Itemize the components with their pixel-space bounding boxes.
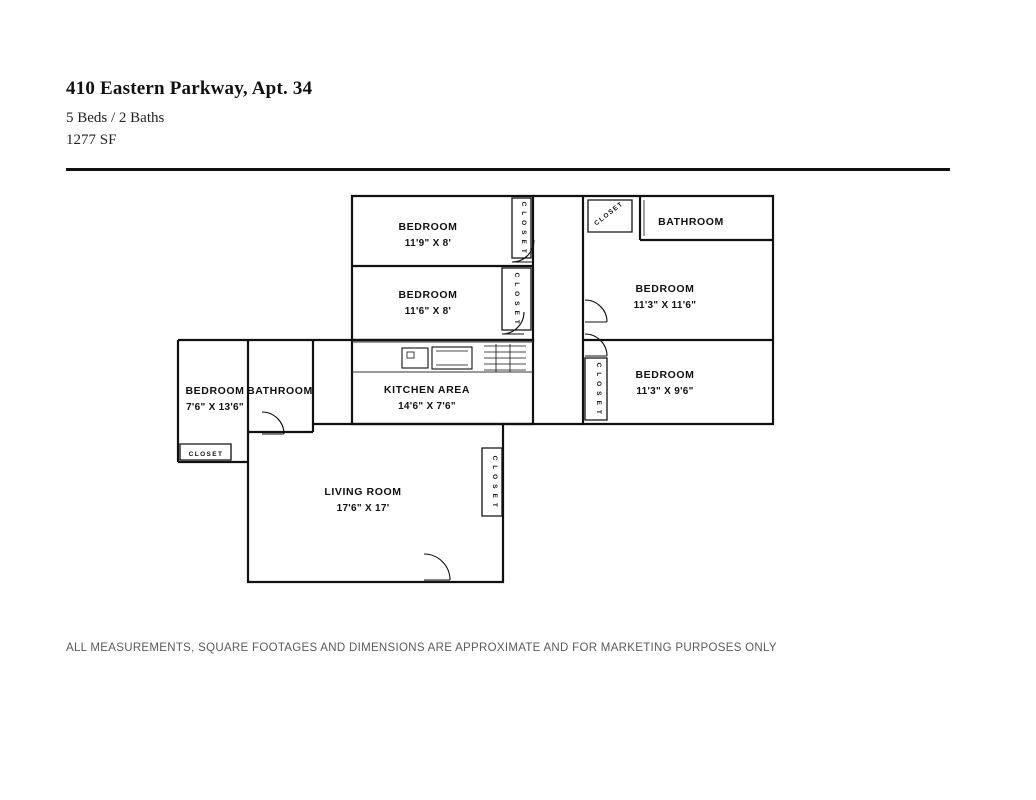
room-dimension: 11'9" X 8' — [404, 238, 452, 249]
closet-label: C L O S E T — [595, 362, 602, 416]
room-label: KITCHEN AREA — [383, 384, 471, 396]
disclaimer-text: ALL MEASUREMENTS, SQUARE FOOTAGES AND DIMENSIONS ARE APPROXIMATE AND FOR MARKETING PURPOSES ONLY — [66, 642, 777, 654]
page-title: 410 Eastern Parkway, Apt. 34 — [66, 78, 313, 99]
kitchen-fixtures — [352, 342, 533, 372]
room-dimension: 14'6" X 7'6" — [398, 401, 456, 412]
room-label: LIVING ROOM — [324, 486, 402, 498]
room-label: BATHROOM — [247, 385, 313, 397]
room-label: BEDROOM — [635, 283, 695, 295]
beds-baths-text: 5 Beds / 2 Baths — [66, 110, 165, 126]
square-feet-text: 1277 SF — [66, 132, 117, 148]
closet-label: C L O S E T — [513, 272, 520, 326]
room-dimension: 11'3" X 11'6" — [633, 300, 697, 311]
closet-label: C L O S E T — [520, 201, 527, 255]
closet-label: C L O S E T — [491, 455, 498, 509]
room-label: BATHROOM — [658, 216, 724, 228]
room-label: BEDROOM — [398, 221, 458, 233]
room-dimension: 17'6" X 17' — [336, 503, 390, 514]
closet-label: CLOSET — [188, 451, 224, 458]
room-label: BEDROOM — [185, 385, 245, 397]
room-dimension: 11'3" X 9'6" — [636, 386, 694, 397]
room-label: BEDROOM — [635, 369, 695, 381]
closet-label: CLOSET — [593, 200, 625, 228]
room-dimension: 11'6" X 8' — [404, 306, 452, 317]
room-label: BEDROOM — [398, 289, 458, 301]
room-dimension: 7'6" X 13'6" — [186, 402, 244, 413]
